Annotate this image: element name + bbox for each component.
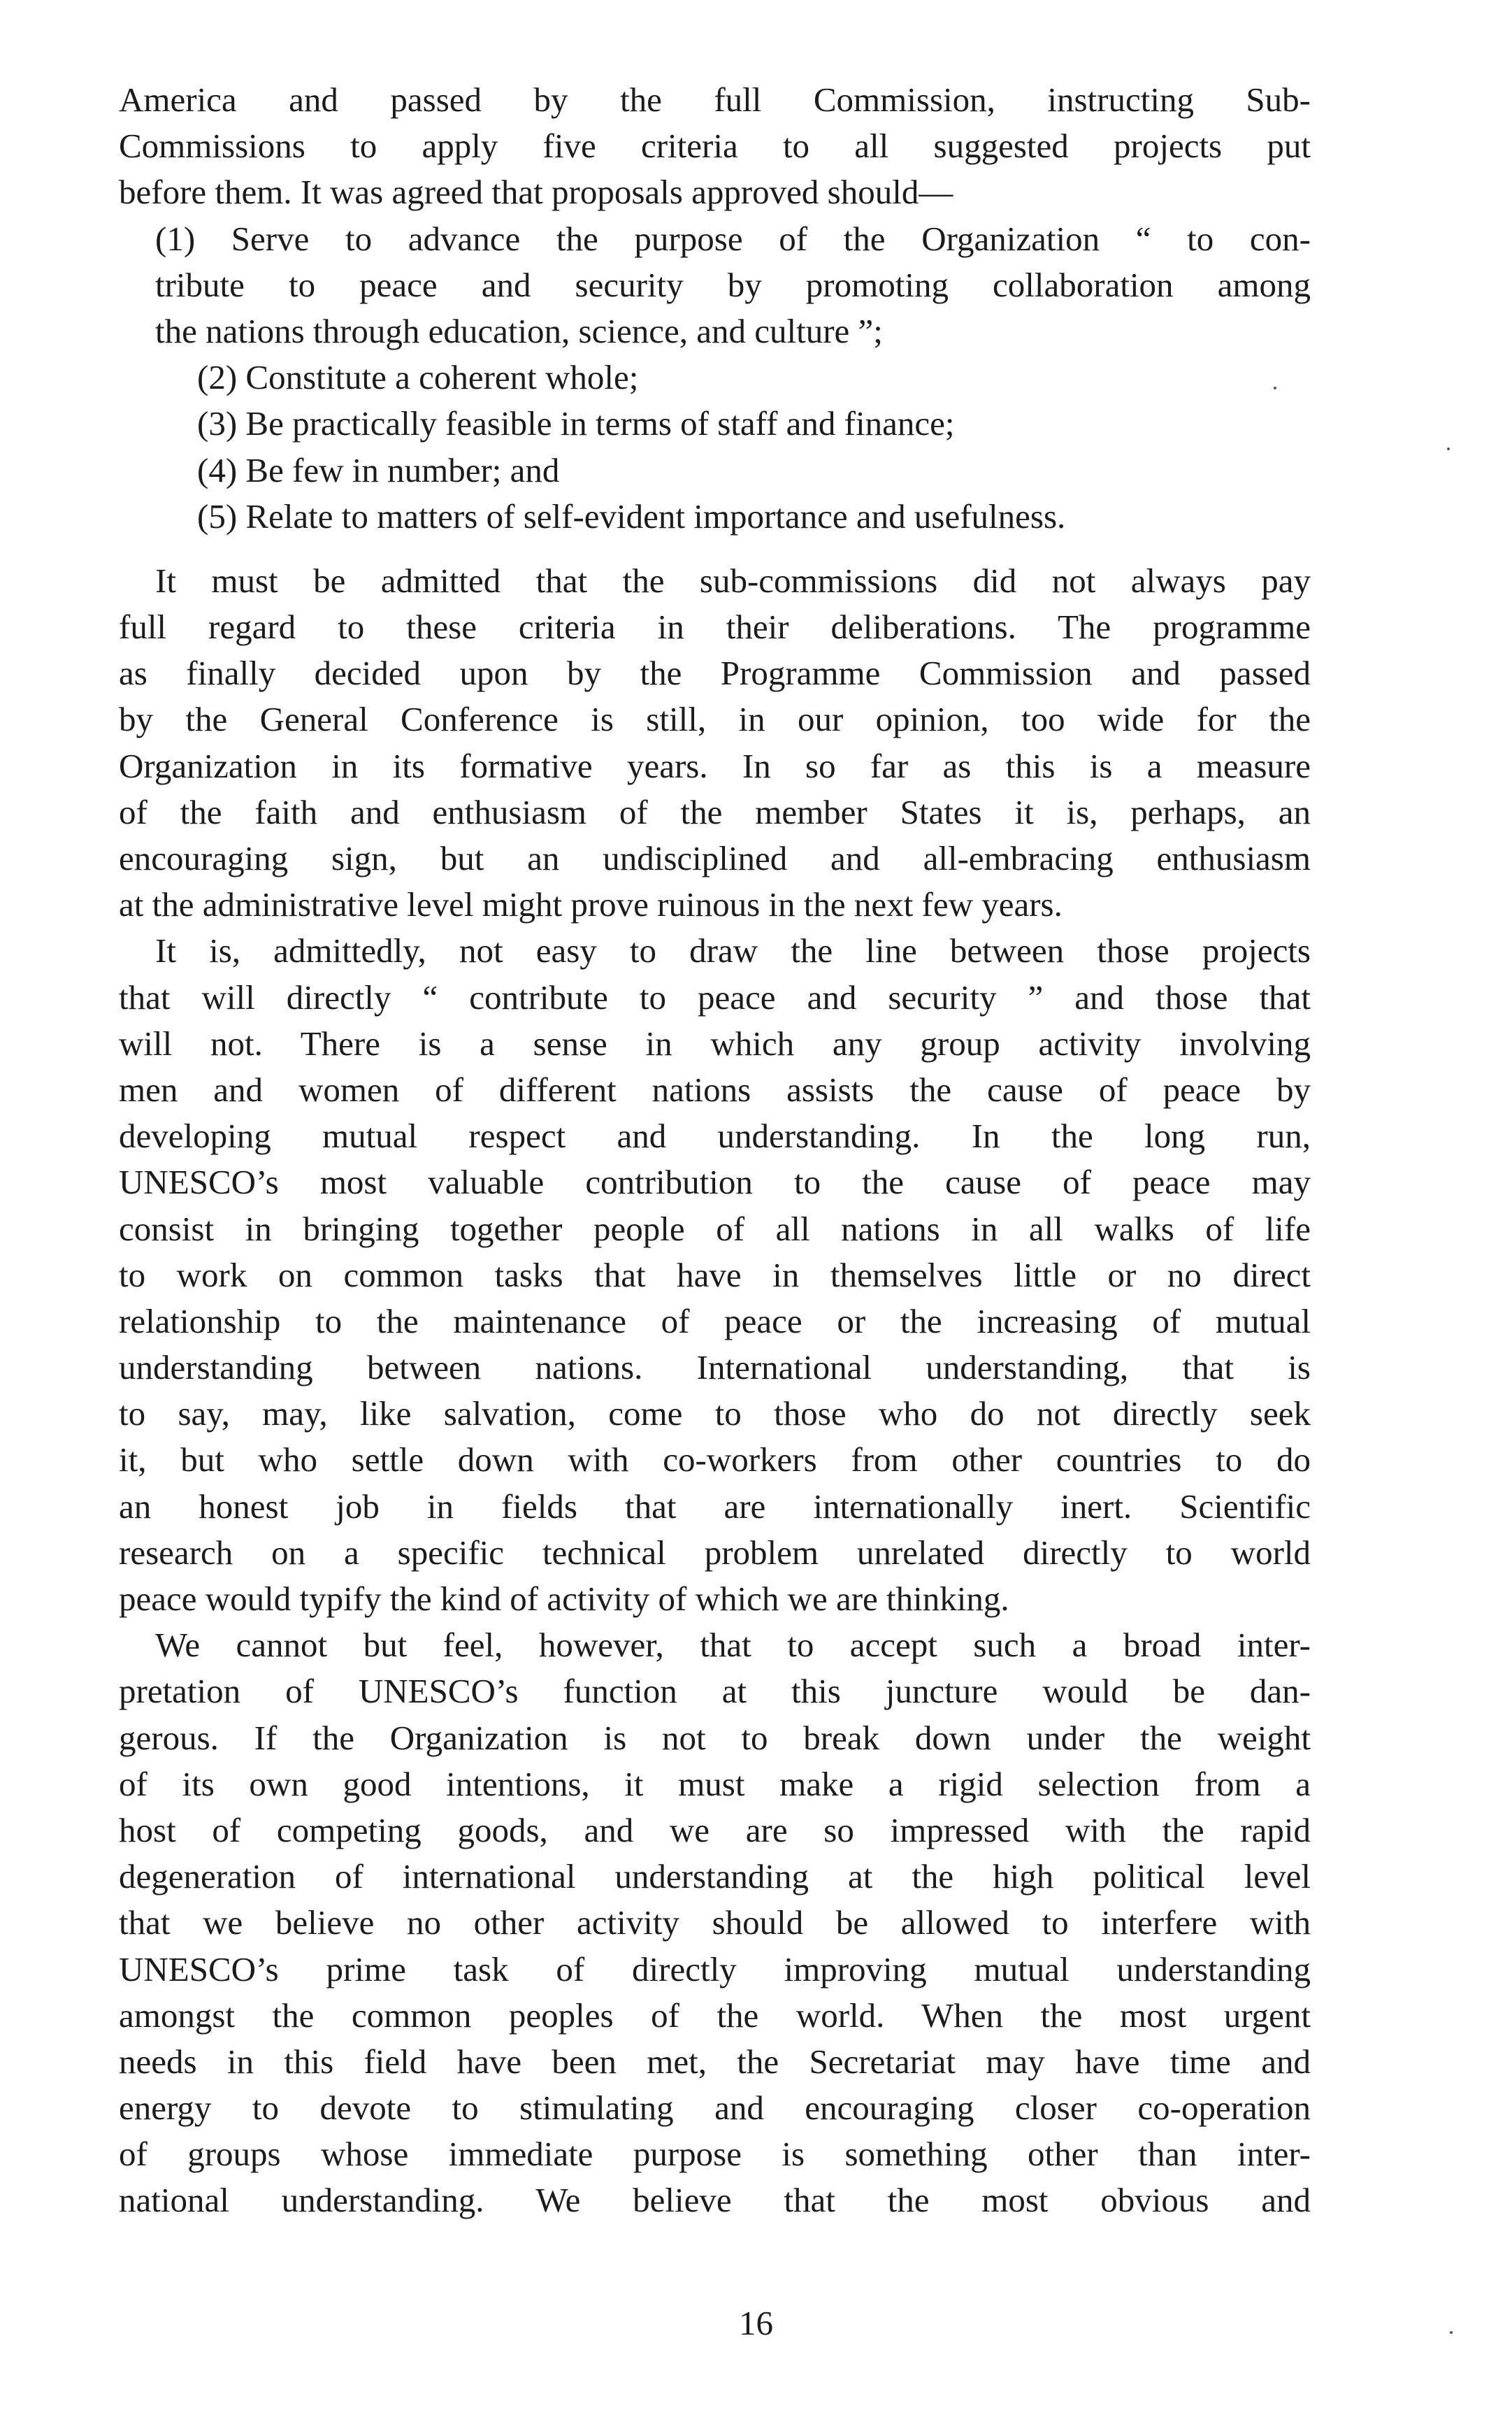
text-line: of its own good intentions, it must make a rigid selection from a	[119, 1764, 1311, 1803]
text-line: degeneration of international understanding at the high political level	[119, 1857, 1311, 1896]
text-line: It must be admitted that the sub-commissions did not always pay	[155, 561, 1311, 600]
text-line: will not. There is a sense in which any group activity involving	[119, 1024, 1311, 1063]
text-line: Organization in its formative years. In so far as this is a measure	[119, 746, 1311, 785]
criterion-5: (5) Relate to matters of self-evident importance and usefulness.	[197, 496, 1066, 536]
paragraph-3	[119, 928, 1311, 1622]
text-line: gerous. If the Organization is not to break down under the weight	[119, 1718, 1311, 1757]
criteria-list	[119, 216, 1311, 540]
text-line: as finally decided upon by the Programme Commission and passed	[119, 654, 1311, 693]
text-line: full regard to these criteria in their deliberations. The programme	[119, 608, 1311, 647]
text-line: developing mutual respect and understanding. In the long run,	[119, 1117, 1311, 1156]
criterion-1-line: (1) Serve to advance the purpose of the Organization “ to con-	[155, 219, 1311, 258]
text-line: We cannot but feel, however, that to accept such a broad inter-	[155, 1626, 1311, 1665]
text-line: to work on common tasks that have in themselves little or no direct	[119, 1255, 1311, 1294]
text-line: before them. It was agreed that proposals approved should—	[119, 173, 953, 212]
text-line: peace would typify the kind of activity of which we are thinking.	[119, 1579, 1009, 1618]
criterion-1-line: the nations through education, science, and culture ”;	[155, 311, 883, 350]
text-line: it, but who settle down with co-workers from other countries to do	[119, 1440, 1311, 1479]
document-page	[119, 77, 1311, 2224]
criterion-3: (3) Be practically feasible in terms of staff and finance;	[197, 404, 955, 443]
text-line: pretation of UNESCO’s function at this juncture would be dan-	[119, 1672, 1311, 1711]
text-line: that we believe no other activity should be allowed to interfere with	[119, 1903, 1311, 1942]
criterion-1-line: tribute to peace and security by promoting collaboration among	[155, 265, 1311, 304]
criterion-2: (2) Constitute a coherent whole;	[197, 358, 639, 397]
text-line: host of competing goods, and we are so impressed with the rapid	[119, 1810, 1311, 1849]
text-line: of groups whose immediate purpose is something other than inter-	[119, 2135, 1311, 2174]
text-line: at the administrative level might prove ruinous in the next few years.	[119, 885, 1063, 924]
scan-speck	[1274, 387, 1276, 389]
text-line: that will directly “ contribute to peace and security ” and those that	[119, 977, 1311, 1017]
text-line: to say, may, like salvation, come to those who do not directly seek	[119, 1394, 1311, 1433]
text-line: Commissions to apply five criteria to all suggested projects put	[119, 127, 1311, 166]
text-line: UNESCO’s most valuable contribution to the cause of peace may	[119, 1163, 1311, 1202]
text-line: energy to devote to stimulating and encouraging closer co-operation	[119, 2088, 1311, 2128]
text-line: an honest job in fields that are internationally inert. Scientific	[119, 1486, 1311, 1526]
text-line: needs in this field have been met, the Secretariat may have time and	[119, 2042, 1311, 2081]
text-line: amongst the common peoples of the world. When the most urgent	[119, 1995, 1311, 2035]
page-number: 16	[739, 2304, 773, 2342]
text-line: relationship to the maintenance of peace or the increasing of mutual	[119, 1301, 1311, 1340]
text-line: national understanding. We believe that the most obvious and	[119, 2181, 1311, 2220]
text-line: men and women of different nations assists the cause of peace by	[119, 1070, 1311, 1109]
paragraph-intro	[119, 77, 1311, 216]
text-line: consist in bringing together people of all nations in all walks of life	[119, 1209, 1311, 1248]
scan-speck	[1447, 447, 1450, 450]
text-line: It is, admittedly, not easy to draw the line between those projects	[155, 931, 1311, 970]
text-line: UNESCO’s prime task of directly improving mutual understanding	[119, 1949, 1311, 1988]
paragraph-2	[119, 558, 1311, 929]
text-line: understanding between nations. International understanding, that is	[119, 1348, 1311, 1387]
text-line: encouraging sign, but an undisciplined and all-embracing enthusiasm	[119, 839, 1311, 877]
text-line: research on a specific technical problem unrelated directly to world	[119, 1533, 1311, 1572]
text-line: of the faith and enthusiasm of the member States it is, perhaps, an	[119, 792, 1311, 831]
text-line: by the General Conference is still, in our opinion, too wide for the	[119, 700, 1311, 739]
paragraph-gap	[119, 540, 1311, 558]
criterion-4: (4) Be few in number; and	[197, 450, 560, 489]
text-line: America and passed by the full Commission, instructing Sub-	[119, 80, 1311, 119]
paragraph-4	[119, 1622, 1311, 2223]
scan-speck	[1450, 2331, 1453, 2334]
